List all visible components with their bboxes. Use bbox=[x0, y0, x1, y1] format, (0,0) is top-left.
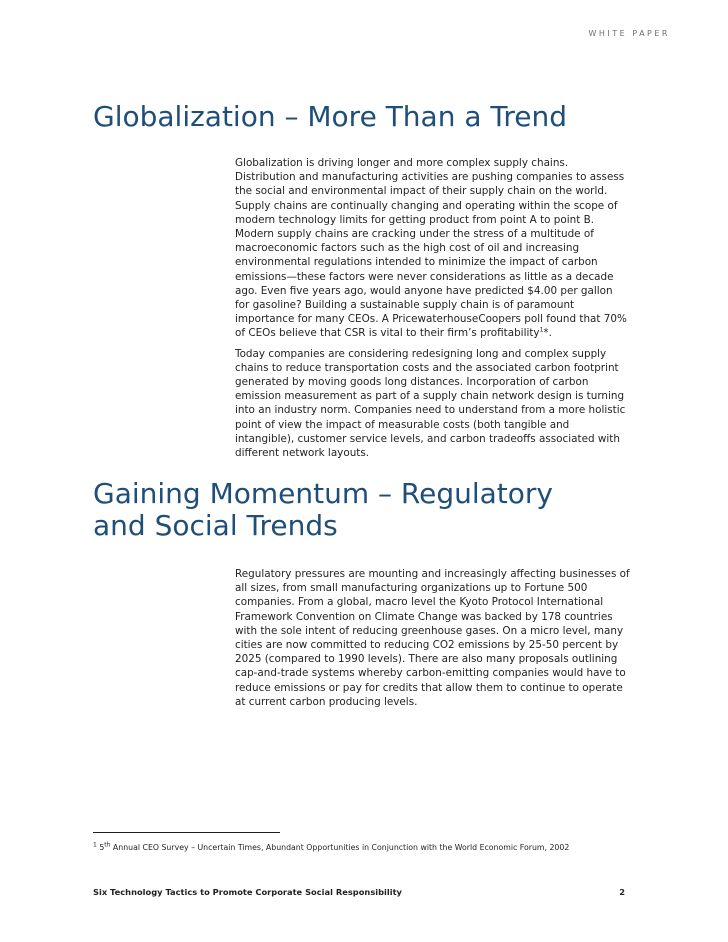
footnote-divider bbox=[93, 832, 280, 833]
section-title-globalization: Globalization – More Than a Trend bbox=[93, 100, 568, 133]
paragraph: Today companies are considering redesigning long and complex supply chains to reduce transportation costs and the associated carbon footprint generated by moving goods long distances. Incorporation of carbon emission measurement as part of a supply chain network design is turning into an industry norm. Companies need to understand from a more holistic point of view the impact of measurable costs (both tangible and intangible), customer service levels, and carbon tradeoffs associated with different network layouts. bbox=[235, 347, 626, 460]
footer-document-title: Six Technology Tactics to Promote Corporate Social Responsibility bbox=[93, 887, 402, 897]
page-number: 2 bbox=[619, 887, 625, 897]
section-body-globalization bbox=[235, 156, 630, 466]
footnote-reference: 1 bbox=[539, 326, 544, 334]
document-type-label: WHITE PAPER bbox=[588, 29, 670, 38]
footnote-reference-suffix: *. bbox=[543, 327, 552, 340]
section-title-line: and Social Trends bbox=[93, 509, 338, 542]
section-title-line: Gaining Momentum – Regulatory bbox=[93, 477, 553, 510]
footnote bbox=[93, 843, 569, 852]
footnote-number: 1 bbox=[93, 841, 97, 849]
section-title-regulatory bbox=[93, 478, 653, 542]
paragraph: Regulatory pressures are mounting and increasingly affecting businesses of all sizes, from small manufacturing organizations up to Fortune 500 companies. From a global, macro level the Kyoto Protocol International Framework Convention on Climate Change was backed by 178 countries with the sole intent of reducing greenhouse gases. On a micro level, many cities are now committed to reducing CO2 emissions by 25-50 percent by 2025 (compared to 1990 levels). There are also many proposals outlining cap-and-trade systems whereby carbon-emitting companies would have to reduce emissions or pay for credits that allow them to continue to operate at current carbon producing levels. bbox=[235, 568, 630, 708]
paragraph-text: Globalization is driving longer and more complex supply chains. Distribution and manufacturing activities are pushing companies to assess the social and environmental impact of their supply chain on the world. Supply chains are continually changing and operating within the scope of modern technology limits for getting product from point A to point B. Modern supply chains are cracking under the stress of a multitude of macroeconomic factors such as the high cost of oil and increasing environmental regulations intended to minimize the impact of carbon emissions—these factors were never considerations as little as a decade ago. Even five years ago, would anyone have predicted $4.00 per gallon for gasoline? Building a sustainable supply chain is of paramount importance for many CEOs. A PricewaterhouseCoopers poll found that 70% of CEOs believe that CSR is vital to their firm’s profitability bbox=[235, 157, 627, 340]
footnote-text: Annual CEO Survey – Uncertain Times, Abundant Opportunities in Conjunction with the World Economic Forum, 2002 bbox=[110, 843, 570, 852]
paragraph bbox=[235, 156, 630, 341]
footnote-ordinal: 5 bbox=[99, 843, 105, 852]
footnote-ordinal-suffix: th bbox=[104, 841, 111, 849]
section-body-regulatory bbox=[235, 567, 630, 715]
